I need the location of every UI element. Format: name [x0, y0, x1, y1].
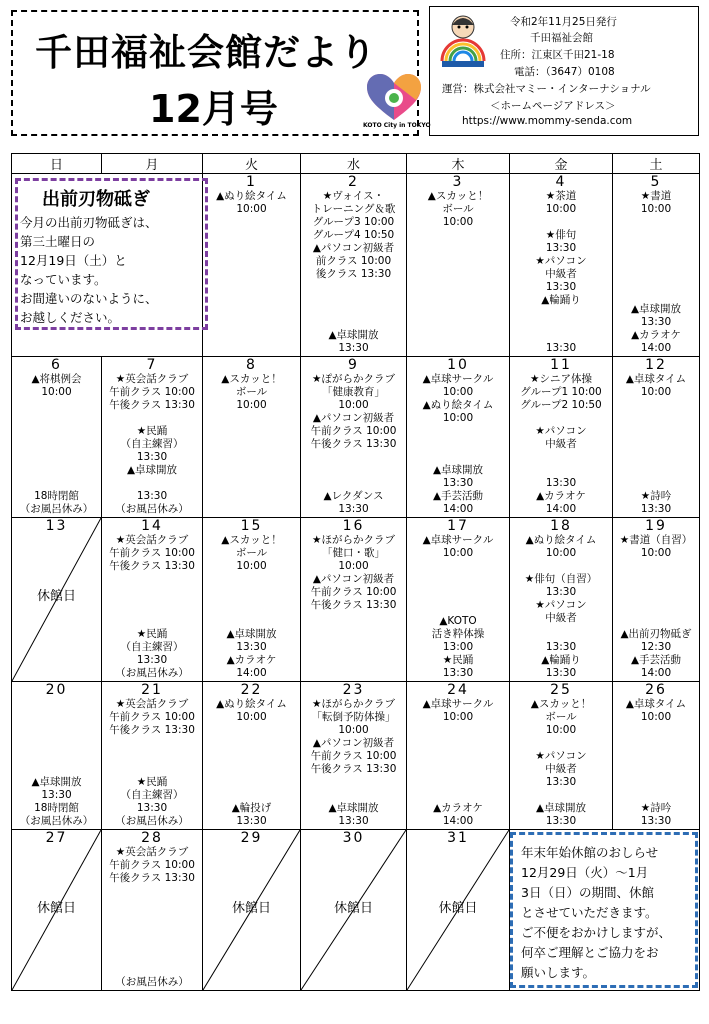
event-text: 午前クラス 10:00 [109, 547, 195, 559]
event-text: ▲ぬり絵タイム [216, 190, 287, 202]
event-text: 13:30 [41, 789, 72, 801]
day-number: 27 [45, 830, 68, 846]
afternoon-events [510, 641, 612, 680]
event-text: 「転倒予防体操」 [311, 711, 396, 723]
calendar-day-cell [613, 174, 700, 357]
event-text: ▲卓球タイム [625, 373, 687, 385]
notice-line: 3日（日）の期間、休館 [521, 885, 654, 900]
event-text: 10:00 [236, 203, 267, 215]
event-text: 中級者 [545, 268, 577, 280]
event-text: （お風呂休み） [115, 976, 189, 988]
afternoon-events [102, 776, 202, 828]
event-text: （自主練習） [120, 641, 184, 653]
calendar-day-cell [12, 830, 102, 991]
event-text: ▲パソコン初級者 [312, 573, 395, 585]
day-number: 11 [550, 357, 572, 373]
event-text: 10:00 [640, 547, 672, 559]
event-text: 13:30 [545, 242, 577, 254]
day-number: 20 [45, 682, 68, 698]
day-number: 22 [240, 682, 263, 698]
event-text: 13:30 [545, 477, 577, 489]
afternoon-events [12, 776, 101, 828]
event-text: 10:00 [545, 547, 577, 559]
event-text: ▲カラオケ [536, 490, 586, 502]
event-text: （自主練習） [120, 789, 184, 801]
event-text: 10:00 [442, 386, 474, 398]
event-text [510, 412, 612, 425]
phone: 電話：（3647）0108 [514, 66, 615, 78]
event-text: 10:00 [338, 560, 369, 572]
event-text: 10:00 [236, 711, 267, 723]
event-text: ▲カラオケ [631, 329, 681, 341]
calendar-day-cell [301, 682, 407, 830]
event-text: ボール [442, 203, 474, 215]
event-text: 10:00 [338, 399, 369, 411]
event-text: 午前クラス 10:00 [310, 586, 397, 598]
day-number: 3 [452, 174, 464, 190]
event-text: 10:00 [640, 711, 672, 723]
notice-line: 今月の出前刃物砥ぎは、 [20, 215, 158, 230]
year-end-closure-notice [510, 832, 698, 988]
calendar-day-cell [301, 357, 407, 518]
notice-line: お越しください。 [20, 310, 121, 325]
operator: 運営：株式会社マミー・インターナショナル [442, 83, 651, 95]
afternoon-events [613, 490, 699, 516]
event-text: 10:00 [442, 412, 474, 424]
event-text: ▲卓球開放 [328, 802, 379, 814]
event-text: 13:30 [545, 342, 577, 354]
publisher-info-box [429, 6, 699, 136]
event-text: ▲カラオケ [433, 802, 483, 814]
event-text: 10:00 [640, 203, 672, 215]
day-number: 28 [141, 830, 163, 846]
calendar-day-cell [102, 357, 203, 518]
closed-day-label: 休館日 [231, 901, 271, 916]
event-text [510, 737, 612, 750]
event-text: 午後クラス 13:30 [310, 599, 397, 611]
event-text: ★詩吟 [640, 490, 672, 502]
calendar-day-cell [407, 682, 510, 830]
event-text: ★民踊 [136, 425, 168, 437]
day-number: 12 [645, 357, 667, 373]
weekday-header: 水 [301, 154, 407, 174]
day-number: 31 [447, 830, 469, 846]
event-text: ▲スカッと！ [427, 190, 489, 202]
event-text: ▲スカッと！ [221, 373, 282, 385]
event-text: （お風呂休み） [19, 815, 94, 827]
event-text: 13:30 [338, 342, 369, 354]
calendar-day-cell [203, 174, 301, 357]
afternoon-events [510, 477, 612, 516]
calendar-day-cell [203, 518, 301, 682]
day-number: 1 [246, 174, 257, 190]
event-text: トレーニング＆歌 [311, 203, 396, 215]
event-text: ▲ぬり絵タイム [216, 698, 287, 710]
event-text: 10:00 [442, 711, 474, 723]
calendar-week-row [12, 682, 700, 830]
event-text: 午後クラス 13:30 [310, 438, 397, 450]
event-text: ★パソコン [535, 425, 587, 437]
notice-title: 出前刃物砥ぎ [42, 189, 150, 210]
closed-day-label: 休館日 [36, 901, 76, 916]
afternoon-events [301, 490, 406, 516]
afternoon-events [407, 615, 509, 680]
weekday-header: 土 [613, 154, 700, 174]
sdgs-caption: KOTO City in TOKYO [363, 122, 431, 129]
afternoon-events [102, 976, 202, 989]
closed-day-label: 休館日 [36, 589, 76, 604]
calendar-day-cell [407, 174, 510, 357]
homepage-label: ＜ホームページアドレス＞ [490, 100, 616, 112]
afternoon-events [613, 303, 699, 355]
calendar-week-row [12, 518, 700, 682]
issue-label: 12月号 [149, 87, 278, 131]
calendar-day-cell [203, 682, 301, 830]
event-text: ★パソコン [535, 255, 587, 267]
calendar-table [11, 153, 700, 991]
event-text: ▲ぬり絵タイム [525, 534, 597, 546]
notice-title: 年末年始休館のおしらせ [521, 845, 659, 860]
afternoon-events [301, 329, 406, 355]
day-number: 26 [645, 682, 667, 698]
event-text: 13:30 [640, 316, 672, 328]
event-text: ▲出前刃物砥ぎ [620, 628, 692, 640]
event-text: 10:00 [41, 386, 72, 398]
event-text: ▲パソコン初級者 [312, 412, 395, 424]
event-text: ▲輪踊り [541, 654, 581, 666]
event-text: （お風呂休み） [115, 815, 189, 827]
event-text: ★民踊 [442, 654, 474, 666]
calendar-day-cell [407, 830, 510, 991]
day-number: 23 [342, 682, 365, 698]
event-text: ★俳句 [545, 229, 577, 241]
afternoon-events [102, 490, 202, 516]
day-number: 7 [146, 357, 158, 373]
afternoon-events [203, 628, 300, 680]
event-text: （お風呂休み） [115, 503, 189, 515]
calendar-day-cell [301, 174, 407, 357]
event-text: 13:30 [545, 641, 577, 653]
calendar-day-cell [12, 682, 102, 830]
calendar-day-cell [510, 357, 613, 518]
calendar-day-cell [510, 682, 613, 830]
calendar-day-cell [613, 682, 700, 830]
event-text: 10:00 [236, 560, 267, 572]
event-text: ★俳句（自習） [524, 573, 598, 585]
event-text: ▲KOTO [439, 615, 477, 627]
calendar-day-cell [510, 174, 613, 357]
afternoon-events [12, 490, 101, 516]
weekday-header: 日 [12, 154, 102, 174]
event-text: 12:30 [640, 641, 672, 653]
event-text: ▲卓球開放 [328, 329, 379, 341]
event-text: ▲手芸活動 [432, 490, 484, 502]
event-text: 午前クラス 10:00 [109, 859, 195, 871]
event-text: 午後クラス 13:30 [109, 399, 195, 411]
event-text: ▲ぬり絵タイム [422, 399, 494, 411]
event-text: 13:30 [545, 586, 577, 598]
event-text: 活き粋体操 [431, 628, 485, 640]
afternoon-events [407, 464, 509, 516]
event-text: ▲卓球開放 [535, 802, 587, 814]
event-text: ボール [235, 547, 268, 559]
event-text: 後クラス 13:30 [315, 268, 392, 280]
notice-line: 何卒ご理解とご協力をお [521, 945, 659, 960]
event-text: 13:30 [545, 281, 577, 293]
event-text: 14:00 [640, 667, 672, 679]
calendar-day-cell [12, 357, 102, 518]
event-text: ★民踊 [136, 776, 168, 788]
afternoon-events [203, 802, 300, 828]
calendar-day-cell [203, 830, 301, 991]
calendar-week-row [12, 357, 700, 518]
event-text: 13:30 [640, 815, 672, 827]
event-text: ▲卓球タイム [625, 698, 687, 710]
event-text: 午後クラス 13:30 [109, 560, 195, 572]
event-text: ▲輪投げ [231, 802, 272, 814]
calendar-day-cell [301, 830, 407, 991]
day-number: 13 [45, 518, 68, 534]
day-number: 10 [447, 357, 469, 373]
calendar-week-row [12, 830, 700, 991]
event-text: 10:00 [338, 724, 369, 736]
day-number: 25 [550, 682, 572, 698]
event-text: ▲卓球開放 [226, 628, 277, 640]
event-text: ★ほがらかクラブ [312, 698, 395, 710]
day-number: 18 [550, 518, 572, 534]
event-text: 午後クラス 13:30 [310, 763, 397, 775]
event-text: 10:00 [442, 216, 474, 228]
event-text: ★シニア体操 [530, 373, 592, 385]
event-text: 中級者 [545, 763, 577, 775]
calendar-day-cell [613, 357, 700, 518]
calendar-day-cell [12, 518, 102, 682]
event-text: 13:30 [640, 503, 672, 515]
event-text: 「健口・歌」 [322, 547, 385, 559]
event-text: 14:00 [442, 503, 474, 515]
event-text: 午前クラス 10:00 [109, 386, 195, 398]
event-text: ▲手芸活動 [630, 654, 682, 666]
event-text: 13:30 [545, 776, 577, 788]
event-text: 13:30 [545, 815, 577, 827]
event-text: ▲将棋例会 [31, 373, 82, 385]
day-number: 8 [246, 357, 257, 373]
afternoon-events [510, 342, 612, 355]
calendar-day-cell [102, 830, 203, 991]
event-text: 18時閉館 [34, 490, 79, 502]
day-number: 30 [342, 830, 365, 846]
event-text: （お風呂休み） [19, 503, 94, 515]
notice-line: お間違いのないように、 [20, 291, 158, 306]
day-number: 2 [348, 174, 359, 190]
event-text: ▲スカッと！ [530, 698, 592, 710]
event-text: （お風呂休み） [115, 667, 189, 679]
event-text: グループ3 10:00 [312, 216, 395, 228]
event-text: 13:30 [236, 815, 267, 827]
calendar-day-1-2-notice-cell [12, 174, 203, 357]
event-text: 14:00 [640, 342, 672, 354]
event-text: 13:00 [442, 641, 474, 653]
event-text: グループ1 10:00 [520, 386, 602, 398]
event-text: ▲卓球開放 [126, 464, 178, 476]
event-text: ▲パソコン初級者 [312, 242, 395, 254]
notice-line: 12月29日（火）～1月 [521, 865, 649, 880]
day-number: 4 [555, 174, 567, 190]
calendar-day-cell [102, 518, 203, 682]
event-text: ▲卓球開放 [432, 464, 484, 476]
sdgs-heart-logo [365, 72, 423, 122]
day-number: 29 [240, 830, 263, 846]
calendar-day-cell [203, 357, 301, 518]
event-text: 午前クラス 10:00 [109, 711, 195, 723]
weekday-header: 月 [102, 154, 203, 174]
event-text: ▲レクダンス [323, 490, 384, 502]
afternoon-events [102, 628, 202, 680]
notice-line: ご不便をおかけしますが、 [521, 925, 672, 940]
newsletter-title: 千田福祉会館だより [35, 31, 377, 74]
event-text: 中級者 [545, 438, 577, 450]
year-end-notice-cell [510, 830, 700, 991]
notice-line: とさせていただきます。 [521, 905, 658, 920]
event-text: ★茶道 [545, 190, 577, 202]
day-number: 15 [240, 518, 263, 534]
calendar-day-cell [102, 682, 203, 830]
hall-mascot-logo [438, 11, 488, 71]
event-text: 「健康教育」 [322, 386, 385, 398]
event-text: 10:00 [236, 399, 267, 411]
event-text: ★書道（自習） [619, 534, 693, 546]
event-text: ★民踊 [136, 628, 168, 640]
event-text: 10:00 [442, 547, 474, 559]
notice-line: 願いします。 [521, 965, 596, 980]
event-text [510, 216, 612, 229]
notice-line: なっています。 [20, 272, 107, 287]
event-text: 13:30 [338, 503, 369, 515]
day-number: 24 [447, 682, 469, 698]
event-text: 10:00 [640, 386, 672, 398]
issue-date: 令和2年11月25日発行 [510, 16, 617, 28]
afternoon-events [407, 802, 509, 828]
event-text: 13:30 [442, 667, 474, 679]
event-text: ▲卓球サークル [422, 373, 494, 385]
event-text: 中級者 [545, 612, 577, 624]
closed-day-label: 休館日 [333, 901, 373, 916]
weekday-header: 金 [510, 154, 613, 174]
notice-line: 第三土曜日の [20, 234, 96, 249]
event-text: 13:30 [442, 477, 474, 489]
day-number: 9 [348, 357, 359, 373]
event-text: ★詩吟 [640, 802, 672, 814]
event-text [510, 560, 612, 573]
day-number: 14 [141, 518, 163, 534]
notice-line: 12月19日（土）と [20, 253, 127, 268]
event-text: ▲卓球開放 [630, 303, 682, 315]
hall-name: 千田福祉会館 [530, 32, 593, 44]
event-text: 13:30 [136, 490, 168, 502]
day-number: 21 [141, 682, 163, 698]
afternoon-events [613, 802, 699, 828]
afternoon-events [510, 802, 612, 828]
day-number: 16 [342, 518, 365, 534]
event-text: 14:00 [236, 667, 267, 679]
event-text: 午前クラス 10:00 [310, 750, 397, 762]
weekday-header: 火 [203, 154, 301, 174]
event-text: 14:00 [545, 503, 577, 515]
event-text: ★書道 [640, 190, 672, 202]
event-text: ▲カラオケ [226, 654, 277, 666]
calendar-day-cell [407, 357, 510, 518]
homepage-url[interactable]: https://www.mommy-senda.com [462, 115, 633, 127]
event-text: 10:00 [545, 724, 577, 736]
event-text: ▲卓球開放 [31, 776, 82, 788]
day-number: 19 [645, 518, 667, 534]
event-text: 10:00 [545, 203, 577, 215]
event-text: ★パソコン [535, 750, 587, 762]
event-text: ★ほがらかクラブ [312, 534, 395, 546]
newsletter-title-box [11, 10, 431, 136]
event-text: 前クラス 10:00 [315, 255, 392, 267]
calendar-day-cell [510, 518, 613, 682]
afternoon-events [301, 802, 406, 828]
event-text: ★ヴォイス・ [322, 190, 385, 202]
event-text: ▲スカッと！ [221, 534, 282, 546]
event-text: ★パソコン [535, 599, 587, 611]
event-text: ★英会話クラブ [115, 373, 189, 385]
event-text: 午後クラス 13:30 [109, 724, 195, 736]
event-text: ▲パソコン初級者 [312, 737, 395, 749]
event-text: ▲卓球サークル [422, 534, 494, 546]
afternoon-events [613, 628, 699, 680]
knife-sharpening-notice [15, 178, 208, 330]
event-text: ▲輪踊り [541, 294, 581, 306]
event-text: ★英会話クラブ [115, 698, 189, 710]
event-text [102, 412, 202, 425]
event-text: ★英会話クラブ [115, 534, 189, 546]
event-text: グループ4 10:50 [312, 229, 395, 241]
calendar-day-cell [407, 518, 510, 682]
weekday-header: 木 [407, 154, 510, 174]
event-text: 午前クラス 10:00 [310, 425, 397, 437]
event-text: ボール [235, 386, 268, 398]
event-text: ボール [545, 711, 577, 723]
event-text: グループ2 10:50 [520, 399, 602, 411]
event-text: ▲卓球サークル [422, 698, 494, 710]
event-text: ★英会話クラブ [115, 846, 189, 858]
event-text: 午後クラス 13:30 [109, 872, 195, 884]
event-text: 13:30 [136, 654, 168, 666]
closed-day-label: 休館日 [438, 901, 478, 916]
address: 住所：江東区千田21-18 [500, 49, 615, 61]
event-text: 14:00 [442, 815, 474, 827]
event-text: 13:30 [236, 641, 267, 653]
calendar-day-cell [301, 518, 407, 682]
event-text: 13:30 [338, 815, 369, 827]
day-number: 17 [447, 518, 469, 534]
event-text: ★ぽがらかクラブ [312, 373, 395, 385]
calendar-day-cell [613, 518, 700, 682]
event-text: 13:30 [136, 451, 168, 463]
day-number: 5 [650, 174, 662, 190]
weekday-header-row [12, 154, 700, 174]
event-text: 13:30 [545, 667, 577, 679]
calendar-week-row [12, 174, 700, 357]
event-text: 18時閉館 [34, 802, 79, 814]
event-text: （自主練習） [120, 438, 184, 450]
event-text: 13:30 [136, 802, 168, 814]
day-number: 6 [51, 357, 62, 373]
